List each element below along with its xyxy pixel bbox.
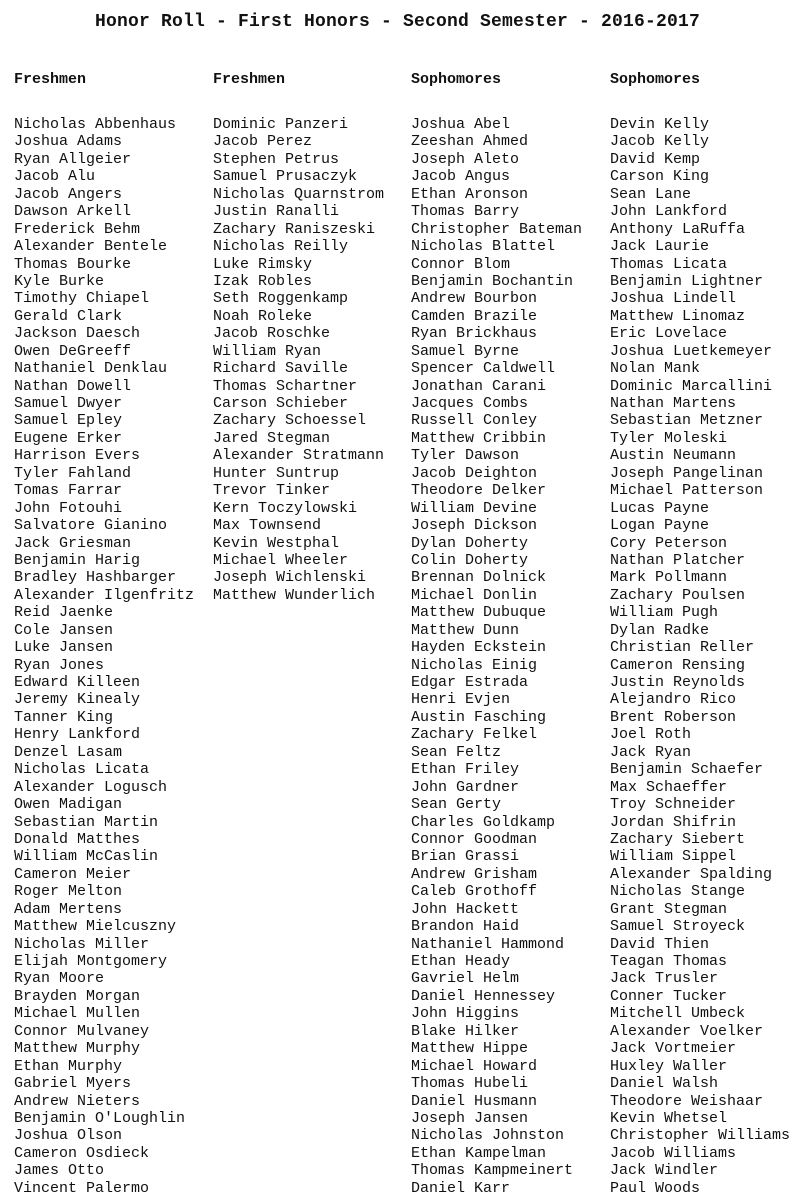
student-name: Matthew Linomaz xyxy=(610,307,746,325)
student-name: Owen Madigan xyxy=(14,796,123,814)
student-name: Henri Evjen xyxy=(411,691,511,709)
student-name: Adam Mertens xyxy=(14,900,123,918)
student-name: Zachary Poulsen xyxy=(610,586,746,604)
student-name: Gerald Clark xyxy=(14,307,123,325)
student-name: Tanner King xyxy=(14,708,114,726)
student-name: Troy Schneider xyxy=(610,796,737,814)
student-name: Ethan Friley xyxy=(411,761,520,779)
student-name: Caleb Grothoff xyxy=(411,883,538,901)
student-name: Stephen Petrus xyxy=(213,150,340,168)
student-name: Jack Vortmeier xyxy=(610,1040,737,1058)
student-name: Russell Conley xyxy=(411,412,538,430)
student-name: Joseph Aleto xyxy=(411,150,520,168)
student-name: John Fotouhi xyxy=(14,499,123,517)
student-name: Jacob Williams xyxy=(610,1144,737,1162)
student-name: Nicholas Licata xyxy=(14,761,150,779)
student-name: Trevor Tinker xyxy=(213,482,331,500)
student-name: Joseph Pangelinan xyxy=(610,464,764,482)
student-name: Samuel Byrne xyxy=(411,342,520,360)
student-name: Kyle Burke xyxy=(14,272,105,290)
column-heading: Freshmen xyxy=(14,71,87,88)
student-name: Spencer Caldwell xyxy=(411,360,556,378)
student-name: Nathaniel Denklau xyxy=(14,360,168,378)
student-name: Gavriel Helm xyxy=(411,970,520,988)
student-name: Matthew Dubuque xyxy=(411,604,547,622)
student-name: Kevin Westphal xyxy=(213,534,340,552)
student-name: Charles Goldkamp xyxy=(411,813,556,831)
student-name: Cameron Rensing xyxy=(610,656,746,674)
student-name: Jack Griesman xyxy=(14,534,132,552)
student-name: Samuel Dwyer xyxy=(14,395,123,412)
student-name: James Otto xyxy=(14,1162,105,1180)
student-name: Benjamin Schaefer xyxy=(610,761,764,779)
student-name: Salvatore Gianino xyxy=(14,517,168,535)
student-name: Matthew Hippe xyxy=(411,1040,529,1058)
student-name: Hayden Eckstein xyxy=(411,639,547,657)
student-name: William Devine xyxy=(411,499,538,517)
student-name: Eric Lovelace xyxy=(610,325,728,343)
student-name: Izak Robles xyxy=(213,272,313,290)
student-name: Joshua Adams xyxy=(14,133,123,151)
column-heading: Freshmen xyxy=(213,71,286,88)
student-name: Thomas Hubeli xyxy=(411,1075,529,1093)
student-name: Ryan Brickhaus xyxy=(411,325,538,343)
student-name: Christopher Bateman xyxy=(411,220,583,238)
column-sophomores-1 xyxy=(411,70,609,1197)
student-name: Jack Laurie xyxy=(610,238,710,256)
student-name: Jack Windler xyxy=(610,1162,719,1180)
student-name: Ethan Kampelman xyxy=(411,1144,547,1162)
student-name: Michael Mullen xyxy=(14,1005,141,1023)
student-name: Daniel Karr xyxy=(411,1179,511,1197)
student-name: Connor Mulvaney xyxy=(14,1022,150,1040)
student-name: Michael Howard xyxy=(411,1057,538,1075)
student-name: Cameron Meier xyxy=(14,865,132,883)
student-name: Jackson Daesch xyxy=(14,325,141,343)
column-freshmen-1 xyxy=(14,70,212,1197)
student-name: Thomas Kampmeinert xyxy=(411,1162,574,1180)
student-name: Alexander Bentele xyxy=(14,238,168,256)
student-name: Zeeshan Ahmed xyxy=(411,133,529,151)
student-name: Christopher Williams xyxy=(610,1127,791,1145)
student-name: Jacob Angers xyxy=(14,185,123,203)
student-name: Luke Rimsky xyxy=(213,255,313,273)
student-name: Teagan Thomas xyxy=(610,953,728,970)
student-name: Dominic Marcallini xyxy=(610,377,773,395)
student-name: Kevin Whetsel xyxy=(610,1109,728,1127)
student-name: Paul Woods xyxy=(610,1179,701,1197)
student-name: Gabriel Myers xyxy=(14,1075,132,1093)
student-name: Sean Feltz xyxy=(411,743,502,761)
student-name: Blake Hilker xyxy=(411,1022,520,1040)
student-name: Nicholas Miller xyxy=(14,935,150,953)
student-name: Denzel Lasam xyxy=(14,743,123,761)
student-name: Daniel Husmann xyxy=(411,1092,538,1110)
student-name: Cameron Osdieck xyxy=(14,1144,150,1162)
student-name: Sebastian Metzner xyxy=(610,412,764,430)
student-name: Nicholas Blattel xyxy=(411,238,556,256)
student-name: John Gardner xyxy=(411,778,520,796)
column-heading: Sophomores xyxy=(411,71,502,88)
page-title: Honor Roll - First Honors - Second Semester - 2016-2017 xyxy=(94,12,701,32)
student-name: Benjamin O'Loughlin xyxy=(14,1109,186,1127)
student-name: Joshua Olson xyxy=(14,1127,123,1145)
student-name: Matthew Cribbin xyxy=(411,429,547,447)
student-name: Dylan Radke xyxy=(610,621,710,639)
student-name: Andrew Grisham xyxy=(411,865,538,883)
student-name: Benjamin Lightner xyxy=(610,272,764,290)
student-name: Zachary Siebert xyxy=(610,830,746,848)
student-name: Nicholas Quarnstrom xyxy=(213,185,385,203)
student-name: Samuel Prusaczyk xyxy=(213,168,358,186)
student-name: Ethan Aronson xyxy=(411,185,529,203)
student-name: Devin Kelly xyxy=(610,116,710,133)
student-name: Nathaniel Hammond xyxy=(411,935,565,953)
student-name: Noah Roleke xyxy=(213,307,313,325)
student-name: Alexander Stratmann xyxy=(213,447,385,465)
student-name: Justin Reynolds xyxy=(610,674,746,691)
student-name: William Sippel xyxy=(610,848,737,866)
student-name: Thomas Schartner xyxy=(213,377,358,395)
student-name: Sean Lane xyxy=(610,185,692,203)
student-name: Dominic Panzeri xyxy=(213,116,349,133)
student-name: Bradley Hashbarger xyxy=(14,569,177,587)
student-name: Zachary Felkel xyxy=(411,726,538,744)
student-name: Dylan Doherty xyxy=(411,534,529,552)
name-list xyxy=(14,116,212,1197)
student-name: Thomas Bourke xyxy=(14,255,132,273)
student-name: Austin Neumann xyxy=(610,447,737,465)
student-name: Sean Gerty xyxy=(411,796,502,814)
student-name: Jacob Perez xyxy=(213,133,313,151)
student-name: Donald Matthes xyxy=(14,830,141,848)
student-name: Brennan Dolnick xyxy=(411,569,547,587)
student-name: Thomas Barry xyxy=(411,203,520,221)
student-name: Joshua Abel xyxy=(411,116,511,133)
column-heading: Sophomores xyxy=(610,71,701,88)
student-name: Huxley Waller xyxy=(610,1057,728,1075)
student-name: Harrison Evers xyxy=(14,447,141,465)
student-name: Jordan Shifrin xyxy=(610,813,737,831)
column-sophomores-2 xyxy=(610,70,795,1197)
student-name: Alexander Spalding xyxy=(610,865,773,883)
student-name: Tyler Moleski xyxy=(610,429,728,447)
student-name: Seth Roggenkamp xyxy=(213,290,349,308)
student-name: Max Townsend xyxy=(213,517,322,535)
student-name: Owen DeGreeff xyxy=(14,342,132,360)
student-name: Ethan Heady xyxy=(411,953,511,970)
student-name: Samuel Stroyeck xyxy=(610,918,746,936)
student-name: Nicholas Reilly xyxy=(213,238,349,256)
student-name: Mark Pollmann xyxy=(610,569,728,587)
student-name: Nicholas Abbenhaus xyxy=(14,116,177,133)
student-name: Hunter Suntrup xyxy=(213,464,340,482)
student-name: Cory Peterson xyxy=(610,534,728,552)
student-name: William Pugh xyxy=(610,604,719,622)
student-name: Jeremy Kinealy xyxy=(14,691,141,709)
student-name: David Kemp xyxy=(610,150,701,168)
student-name: Brent Roberson xyxy=(610,708,737,726)
student-name: Theodore Delker xyxy=(411,482,547,500)
student-name: Theodore Weishaar xyxy=(610,1092,764,1110)
student-name: Jacob Angus xyxy=(411,168,511,186)
name-list xyxy=(213,116,411,604)
student-name: Joseph Wichlenski xyxy=(213,569,367,587)
student-name: William Ryan xyxy=(213,342,322,360)
student-name: Nicholas Einig xyxy=(411,656,538,674)
student-name: Connor Goodman xyxy=(411,830,538,848)
student-name: Camden Brazile xyxy=(411,307,538,325)
student-name: Brayden Morgan xyxy=(14,987,141,1005)
student-name: Jacob Roschke xyxy=(213,325,331,343)
student-name: Andrew Bourbon xyxy=(411,290,538,308)
student-name: Alexander Logusch xyxy=(14,778,168,796)
student-name: Thomas Licata xyxy=(610,255,728,273)
student-name: Conner Tucker xyxy=(610,987,728,1005)
student-name: Sebastian Martin xyxy=(14,813,159,831)
student-name: Nathan Dowell xyxy=(14,377,132,395)
student-name: Kern Toczylowski xyxy=(213,499,358,517)
student-name: Matthew Dunn xyxy=(411,621,520,639)
student-name: Ryan Jones xyxy=(14,656,105,674)
student-name: Matthew Wunderlich xyxy=(213,586,376,604)
student-name: Brandon Haid xyxy=(411,918,520,936)
student-name: Mitchell Umbeck xyxy=(610,1005,746,1023)
student-name: Jonathan Carani xyxy=(411,377,547,395)
student-name: Colin Doherty xyxy=(411,551,529,569)
student-name: John Higgins xyxy=(411,1005,520,1023)
student-name: Edward Killeen xyxy=(14,674,141,691)
student-name: Richard Saville xyxy=(213,360,349,378)
student-name: Matthew Mielcuszny xyxy=(14,918,177,936)
student-name: Nicholas Stange xyxy=(610,883,746,901)
student-name: Joseph Dickson xyxy=(411,517,538,535)
student-name: Frederick Behm xyxy=(14,220,141,238)
student-name: Ryan Moore xyxy=(14,970,105,988)
student-name: Nathan Martens xyxy=(610,395,737,412)
student-name: Jacob Alu xyxy=(14,168,96,186)
student-name: Jared Stegman xyxy=(213,429,331,447)
student-name: Daniel Walsh xyxy=(610,1075,719,1093)
student-name: Jacques Combs xyxy=(411,395,529,412)
student-name: Andrew Nieters xyxy=(14,1092,141,1110)
student-name: Alexander Voelker xyxy=(610,1022,764,1040)
student-name: Timothy Chiapel xyxy=(14,290,150,308)
student-name: Carson Schieber xyxy=(213,395,349,412)
student-name: Jack Ryan xyxy=(610,743,692,761)
name-list xyxy=(610,116,795,1197)
student-name: Zachary Raniszeski xyxy=(213,220,376,238)
student-name: Justin Ranalli xyxy=(213,203,340,221)
student-name: Luke Jansen xyxy=(14,639,114,657)
student-name: Roger Melton xyxy=(14,883,123,901)
student-name: Samuel Epley xyxy=(14,412,123,430)
student-name: Max Schaeffer xyxy=(610,778,728,796)
student-name: William McCaslin xyxy=(14,848,159,866)
name-list xyxy=(411,116,609,1197)
student-name: Austin Fasching xyxy=(411,708,547,726)
student-name: Connor Blom xyxy=(411,255,511,273)
student-name: Lucas Payne xyxy=(610,499,710,517)
student-name: Reid Jaenke xyxy=(14,604,114,622)
student-name: Tyler Fahland xyxy=(14,464,132,482)
student-name: Matthew Murphy xyxy=(14,1040,141,1058)
column-freshmen-2 xyxy=(213,70,411,604)
student-name: Dawson Arkell xyxy=(14,203,132,221)
student-name: Joseph Jansen xyxy=(411,1109,529,1127)
student-name: Jacob Kelly xyxy=(610,133,710,151)
student-name: Jacob Deighton xyxy=(411,464,538,482)
student-name: Joshua Lindell xyxy=(610,290,737,308)
student-name: Vincent Palermo xyxy=(14,1179,150,1197)
student-name: Carson King xyxy=(610,168,710,186)
student-name: Benjamin Harig xyxy=(14,551,141,569)
student-name: Daniel Hennessey xyxy=(411,987,556,1005)
student-name: Edgar Estrada xyxy=(411,674,529,691)
student-name: Logan Payne xyxy=(610,517,710,535)
student-name: Alexander Ilgenfritz xyxy=(14,586,195,604)
student-name: Christian Reller xyxy=(610,639,755,657)
student-name: Jack Trusler xyxy=(610,970,719,988)
student-name: Michael Wheeler xyxy=(213,551,349,569)
student-name: David Thien xyxy=(610,935,710,953)
student-name: Elijah Montgomery xyxy=(14,953,168,970)
student-name: Joshua Luetkemeyer xyxy=(610,342,773,360)
student-name: Eugene Erker xyxy=(14,429,123,447)
student-name: John Lankford xyxy=(610,203,728,221)
student-name: Zachary Schoessel xyxy=(213,412,367,430)
student-name: Tyler Dawson xyxy=(411,447,520,465)
student-name: Ryan Allgeier xyxy=(14,150,132,168)
student-name: Benjamin Bochantin xyxy=(411,272,574,290)
student-name: Nathan Platcher xyxy=(610,551,746,569)
student-name: Nicholas Johnston xyxy=(411,1127,565,1145)
student-name: Michael Patterson xyxy=(610,482,764,500)
student-name: Nolan Mank xyxy=(610,360,701,378)
student-name: Grant Stegman xyxy=(610,900,728,918)
student-name: Henry Lankford xyxy=(14,726,141,744)
student-name: John Hackett xyxy=(411,900,520,918)
student-name: Alejandro Rico xyxy=(610,691,737,709)
student-name: Michael Donlin xyxy=(411,586,538,604)
student-name: Cole Jansen xyxy=(14,621,114,639)
student-name: Brian Grassi xyxy=(411,848,520,866)
student-name: Anthony LaRuffa xyxy=(610,220,746,238)
student-name: Tomas Farrar xyxy=(14,482,123,500)
student-name: Ethan Murphy xyxy=(14,1057,123,1075)
student-name: Joel Roth xyxy=(610,726,692,744)
